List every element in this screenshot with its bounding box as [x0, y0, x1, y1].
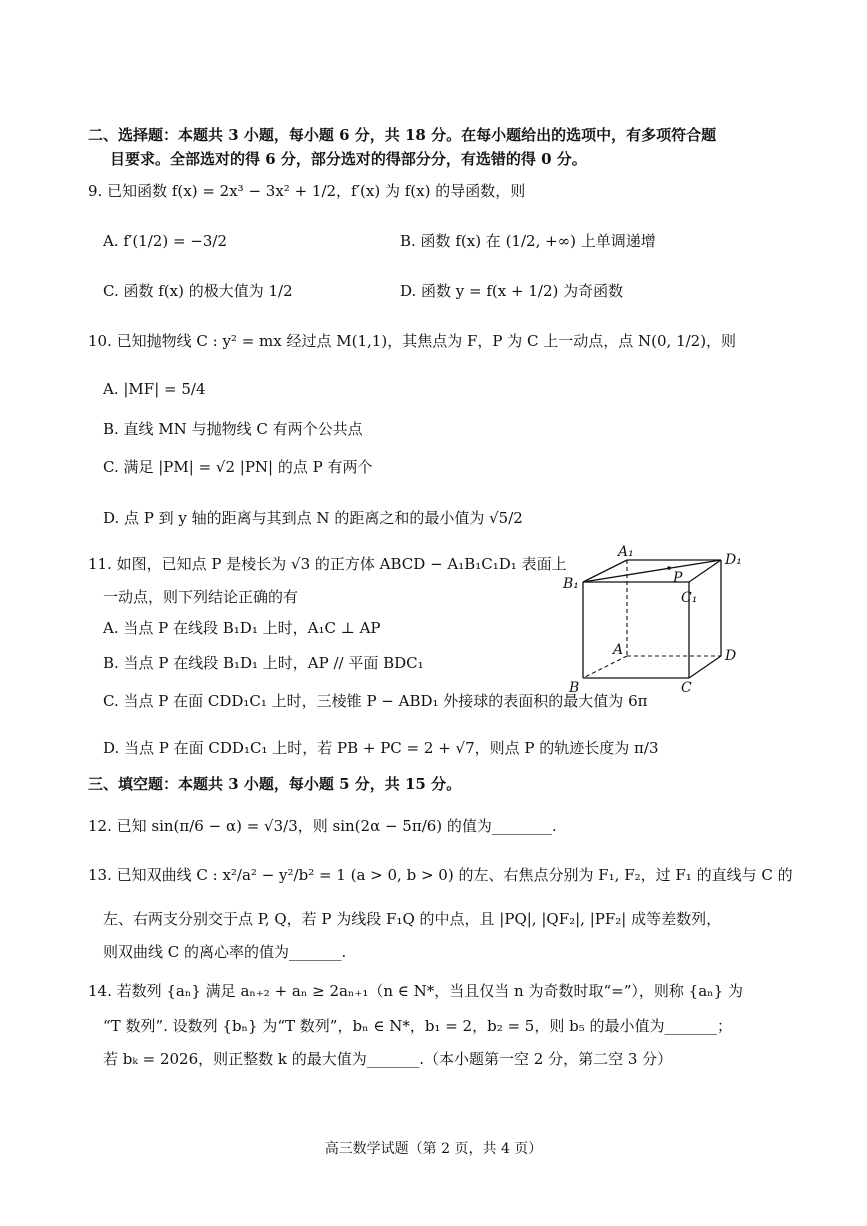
q12-text: 12. 已知 sin(π/6 − α) = √3/3，则 sin(2α − 5π/6) 的值为________.: [88, 817, 557, 835]
cube-figure: [557, 540, 772, 700]
q9-option-b: B. 函数 f(x) 在 (1/2, +∞) 上单调递增: [400, 232, 656, 250]
hidden-edge-ab: [583, 656, 627, 678]
section2-heading-line1: 二、选择题：本题共 3 小题，每小题 6 分，共 18 分。在每小题给出的选项中，有多项符合题: [88, 126, 717, 144]
label-a1: A₁: [618, 544, 634, 560]
label-c1: C₁: [681, 590, 698, 606]
label-d: D: [725, 648, 737, 664]
q13-line2: 左、右两支分别交于点 P, Q，若 P 为线段 F₁Q 的中点，且 |PQ|, |QF₂|, |PF₂| 成等差数列，: [103, 910, 722, 928]
q11-option-d: D. 当点 P 在面 CDD₁C₁ 上时，若 PB + PC = 2 + √7，则点 P 的轨迹长度为 π/3: [103, 739, 659, 757]
section3-heading: 三、填空题：本题共 3 小题，每小题 5 分，共 15 分。: [88, 775, 462, 793]
label-c: C: [681, 680, 692, 696]
edge-dc: [689, 656, 721, 678]
q13-line1: 13. 已知双曲线 C : x²/a² − y²/b² = 1 (a > 0, b > 0) 的左、右焦点分别为 F₁, F₂，过 F₁ 的直线与 C 的: [88, 866, 793, 884]
q10-option-d: D. 点 P 到 y 轴的距离与其到点 N 的距离之和的最小值为 √5/2: [103, 509, 523, 527]
q14-line1: 14. 若数列 {aₙ} 满足 aₙ₊₂ + aₙ ≥ 2aₙ₊₁（n ∈ N*，当且仅当 n 为奇数时取“=”），则称 {aₙ} 为: [88, 982, 743, 1000]
label-a: A: [613, 642, 624, 658]
q10-option-a: A. |MF| = 5/4: [103, 380, 206, 398]
q9-option-d: D. 函数 y = f(x + 1/2) 为奇函数: [400, 282, 624, 300]
page-footer: 高三数学试题（第 2 页，共 4 页）: [324, 1141, 543, 1157]
q10-option-b: B. 直线 MN 与抛物线 C 有两个公共点: [103, 420, 363, 438]
edge-d1c1: [689, 560, 721, 582]
q9-stem: 9. 已知函数 f(x) = 2x³ − 3x² + 1/2，f′(x) 为 f(x) 的导函数，则: [88, 182, 526, 200]
q13-line3: 则双曲线 C 的离心率的值为_______.: [103, 943, 347, 961]
q9-option-a: A. f′(1/2) = −3/2: [103, 232, 227, 250]
q11-stem-line2: 一动点，则下列结论正确的有: [103, 588, 299, 606]
label-b: B: [569, 680, 580, 696]
q14-line2: “T 数列”. 设数列 {bₙ} 为“T 数列”，bₙ ∈ N*，b₁ = 2，b₂ = 5，则 b₅ 的最小值为_______；: [103, 1017, 733, 1035]
point-p: [667, 566, 671, 570]
label-b1: B₁: [563, 576, 579, 592]
q11-option-a: A. 当点 P 在线段 B₁D₁ 上时，A₁C ⊥ AP: [103, 619, 381, 637]
label-p: P: [673, 570, 683, 586]
q11-option-c: C. 当点 P 在面 CDD₁C₁ 上时，三棱锥 P − ABD₁ 外接球的表面积的最大值为 6π: [103, 692, 648, 710]
label-d1: D₁: [725, 552, 742, 568]
section2-heading-line2: 目要求。全部选对的得 6 分，部分选对的得部分分，有选错的得 0 分。: [110, 150, 587, 168]
q9-option-c: C. 函数 f(x) 的极大值为 1/2: [103, 282, 293, 300]
q14-line3: 若 bₖ = 2026，则正整数 k 的最大值为_______.（本小题第一空 2 分，第二空 3 分）: [103, 1050, 673, 1068]
q10-stem: 10. 已知抛物线 C : y² = mx 经过点 M(1,1)，其焦点为 F，P 为 C 上一动点，点 N(0, 1/2)，则: [88, 332, 737, 350]
q10-option-c: C. 满足 |PM| = √2 |PN| 的点 P 有两个: [103, 458, 373, 476]
q11-option-b: B. 当点 P 在线段 B₁D₁ 上时，AP // 平面 BDC₁: [103, 654, 424, 672]
q11-stem-line1: 11. 如图，已知点 P 是棱长为 √3 的正方体 ABCD − A₁B₁C₁D₁ 表面上: [88, 555, 567, 573]
